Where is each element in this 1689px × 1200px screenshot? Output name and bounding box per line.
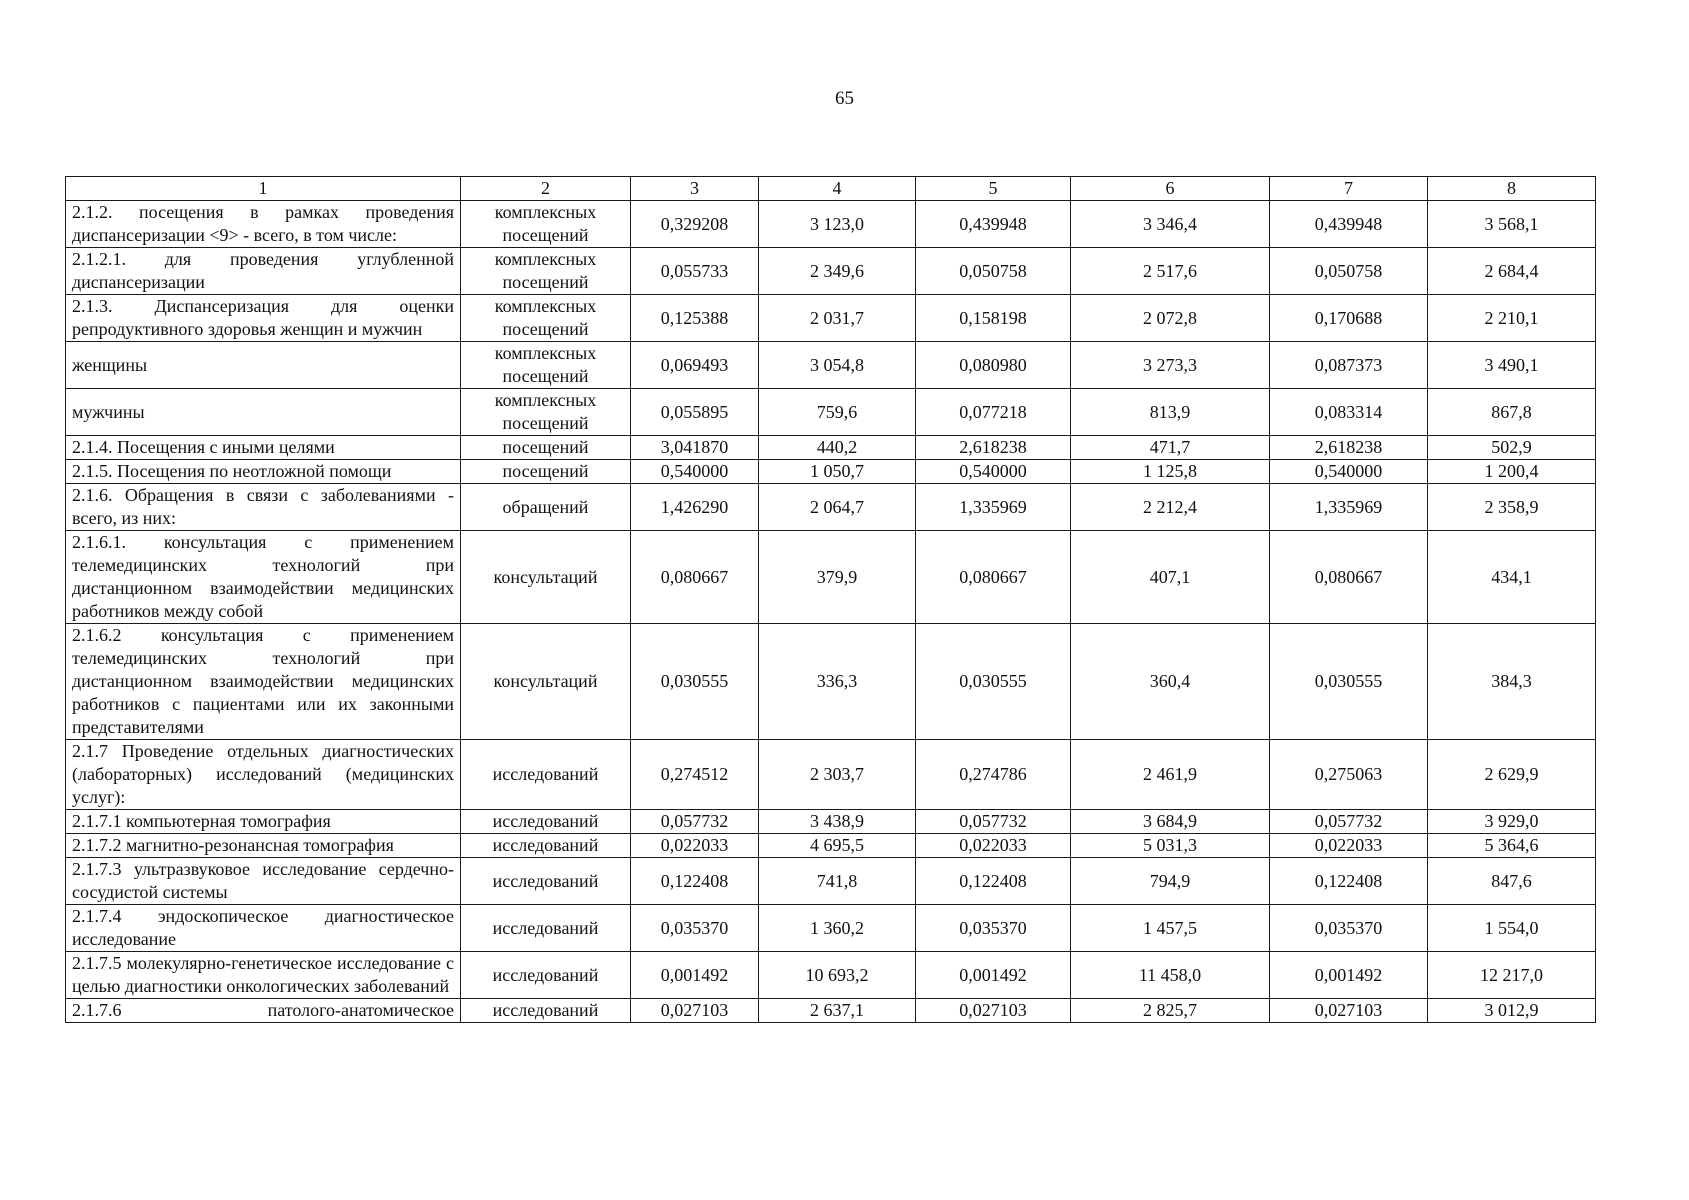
- value-cell: 0,030555: [631, 624, 759, 740]
- value-cell: 502,9: [1428, 436, 1596, 460]
- indicator-name-cell: 2.1.6.2 консультация с применением телемедицинских технологий при дистанционном взаимодействии медицинских работников с пациентами или их законными представителями: [66, 624, 461, 740]
- indicator-name-cell: 2.1.4. Посещения с иными целями: [66, 436, 461, 460]
- unit-cell: консультаций: [461, 624, 631, 740]
- column-header: 7: [1270, 177, 1428, 201]
- value-cell: 2 461,9: [1071, 740, 1270, 810]
- value-cell: 3 012,9: [1428, 999, 1596, 1023]
- unit-cell: исследований: [461, 999, 631, 1023]
- column-header: 8: [1428, 177, 1596, 201]
- value-cell: 3 438,9: [759, 810, 916, 834]
- value-cell: 0,001492: [916, 952, 1071, 999]
- value-cell: 336,3: [759, 624, 916, 740]
- column-header: 4: [759, 177, 916, 201]
- value-cell: 2 825,7: [1071, 999, 1270, 1023]
- indicator-name-cell: женщины: [66, 342, 461, 389]
- table-row: [66, 460, 1596, 484]
- value-cell: 0,158198: [916, 295, 1071, 342]
- value-cell: 0,022033: [631, 834, 759, 858]
- value-cell: 3,041870: [631, 436, 759, 460]
- value-cell: 3 054,8: [759, 342, 916, 389]
- value-cell: 1 200,4: [1428, 460, 1596, 484]
- value-cell: 0,122408: [631, 858, 759, 905]
- unit-cell: исследований: [461, 905, 631, 952]
- value-cell: 0,055733: [631, 248, 759, 295]
- value-cell: 0,540000: [916, 460, 1071, 484]
- value-cell: 12 217,0: [1428, 952, 1596, 999]
- value-cell: 0,001492: [1270, 952, 1428, 999]
- indicator-name-cell: 2.1.7.1 компьютерная томография: [66, 810, 461, 834]
- value-cell: 2 210,1: [1428, 295, 1596, 342]
- value-cell: 0,050758: [1270, 248, 1428, 295]
- value-cell: 0,050758: [916, 248, 1071, 295]
- unit-cell: исследований: [461, 858, 631, 905]
- value-cell: 2 031,7: [759, 295, 916, 342]
- table-row: [66, 624, 1596, 740]
- unit-cell: исследований: [461, 834, 631, 858]
- value-cell: 2 064,7: [759, 484, 916, 531]
- value-cell: 0,057732: [631, 810, 759, 834]
- column-header: 2: [461, 177, 631, 201]
- indicator-name-cell: 2.1.7.5 молекулярно-генетическое исследование с целью диагностики онкологических заболеваний: [66, 952, 461, 999]
- value-cell: 2 637,1: [759, 999, 916, 1023]
- table-row: [66, 295, 1596, 342]
- unit-cell: комплексных посещений: [461, 248, 631, 295]
- value-cell: 813,9: [1071, 389, 1270, 436]
- value-cell: 0,080667: [631, 531, 759, 624]
- table-body: [66, 201, 1596, 1023]
- value-cell: 0,439948: [1270, 201, 1428, 248]
- value-cell: 2 303,7: [759, 740, 916, 810]
- value-cell: 0,275063: [1270, 740, 1428, 810]
- value-cell: 0,122408: [1270, 858, 1428, 905]
- value-cell: 759,6: [759, 389, 916, 436]
- value-cell: 0,083314: [1270, 389, 1428, 436]
- table-row: [66, 810, 1596, 834]
- value-cell: 0,030555: [1270, 624, 1428, 740]
- value-cell: 1 125,8: [1071, 460, 1270, 484]
- indicator-name-cell: 2.1.7.3 ультразвуковое исследование сердечно-сосудистой системы: [66, 858, 461, 905]
- unit-cell: исследований: [461, 740, 631, 810]
- value-cell: 0,001492: [631, 952, 759, 999]
- value-cell: 10 693,2: [759, 952, 916, 999]
- value-cell: 2 349,6: [759, 248, 916, 295]
- indicator-name-cell: 2.1.7.2 магнитно-резонансная томография: [66, 834, 461, 858]
- value-cell: 2 684,4: [1428, 248, 1596, 295]
- table-row: [66, 952, 1596, 999]
- value-cell: 434,1: [1428, 531, 1596, 624]
- value-cell: 2 629,9: [1428, 740, 1596, 810]
- page-number: 65: [835, 88, 854, 109]
- value-cell: 0,035370: [916, 905, 1071, 952]
- indicator-name-cell: 2.1.6.1. консультация с применением телемедицинских технологий при дистанционном взаимодействии медицинских работников между собой: [66, 531, 461, 624]
- value-cell: 2 072,8: [1071, 295, 1270, 342]
- value-cell: 0,540000: [631, 460, 759, 484]
- indicator-name-cell: 2.1.3. Диспансеризация для оценки репродуктивного здоровья женщин и мужчин: [66, 295, 461, 342]
- value-cell: 0,170688: [1270, 295, 1428, 342]
- unit-cell: исследований: [461, 952, 631, 999]
- table-row: [66, 436, 1596, 460]
- unit-cell: посещений: [461, 460, 631, 484]
- table-row: [66, 999, 1596, 1023]
- value-cell: 2,618238: [1270, 436, 1428, 460]
- value-cell: 2,618238: [916, 436, 1071, 460]
- value-cell: 440,2: [759, 436, 916, 460]
- table-row: [66, 201, 1596, 248]
- value-cell: 0,030555: [916, 624, 1071, 740]
- value-cell: 0,077218: [916, 389, 1071, 436]
- indicator-name-cell: 2.1.6. Обращения в связи с заболеваниями - всего, из них:: [66, 484, 461, 531]
- value-cell: 3 929,0: [1428, 810, 1596, 834]
- value-cell: 2 358,9: [1428, 484, 1596, 531]
- table-row: [66, 531, 1596, 624]
- unit-cell: консультаций: [461, 531, 631, 624]
- value-cell: 0,055895: [631, 389, 759, 436]
- value-cell: 0,125388: [631, 295, 759, 342]
- value-cell: 0,122408: [916, 858, 1071, 905]
- value-cell: 384,3: [1428, 624, 1596, 740]
- value-cell: 3 273,3: [1071, 342, 1270, 389]
- value-cell: 1 050,7: [759, 460, 916, 484]
- value-cell: 0,080980: [916, 342, 1071, 389]
- value-cell: 847,6: [1428, 858, 1596, 905]
- value-cell: 0,080667: [1270, 531, 1428, 624]
- value-cell: 3 568,1: [1428, 201, 1596, 248]
- unit-cell: комплексных посещений: [461, 342, 631, 389]
- value-cell: 3 684,9: [1071, 810, 1270, 834]
- value-cell: 0,057732: [916, 810, 1071, 834]
- unit-cell: комплексных посещений: [461, 201, 631, 248]
- value-cell: 0,022033: [1270, 834, 1428, 858]
- value-cell: 4 695,5: [759, 834, 916, 858]
- value-cell: 1 457,5: [1071, 905, 1270, 952]
- table-row: [66, 905, 1596, 952]
- indicator-name-cell: 2.1.7.4 эндоскопическое диагностическое исследование: [66, 905, 461, 952]
- value-cell: 471,7: [1071, 436, 1270, 460]
- table-row: [66, 389, 1596, 436]
- unit-cell: обращений: [461, 484, 631, 531]
- value-cell: 741,8: [759, 858, 916, 905]
- value-cell: 0,439948: [916, 201, 1071, 248]
- value-cell: 0,027103: [631, 999, 759, 1023]
- value-cell: 0,087373: [1270, 342, 1428, 389]
- column-header: 3: [631, 177, 759, 201]
- column-number-row: [66, 177, 1596, 201]
- indicator-name-cell: 2.1.2.1. для проведения углубленной диспансеризации: [66, 248, 461, 295]
- value-cell: 0,035370: [631, 905, 759, 952]
- value-cell: 1 554,0: [1428, 905, 1596, 952]
- value-cell: 0,274512: [631, 740, 759, 810]
- value-cell: 794,9: [1071, 858, 1270, 905]
- table-row: [66, 248, 1596, 295]
- value-cell: 1,426290: [631, 484, 759, 531]
- value-cell: 0,274786: [916, 740, 1071, 810]
- value-cell: 1 360,2: [759, 905, 916, 952]
- table-row: [66, 834, 1596, 858]
- column-header: 6: [1071, 177, 1270, 201]
- table-row: [66, 858, 1596, 905]
- unit-cell: комплексных посещений: [461, 295, 631, 342]
- value-cell: 0,027103: [1270, 999, 1428, 1023]
- value-cell: 5 031,3: [1071, 834, 1270, 858]
- unit-cell: исследований: [461, 810, 631, 834]
- value-cell: 3 490,1: [1428, 342, 1596, 389]
- value-cell: 2 212,4: [1071, 484, 1270, 531]
- value-cell: 2 517,6: [1071, 248, 1270, 295]
- indicator-name-cell: 2.1.2. посещения в рамках проведения диспансеризации <9> - всего, в том числе:: [66, 201, 461, 248]
- value-cell: 3 123,0: [759, 201, 916, 248]
- value-cell: 0,540000: [1270, 460, 1428, 484]
- value-cell: 1,335969: [1270, 484, 1428, 531]
- column-header: 5: [916, 177, 1071, 201]
- table-row: [66, 740, 1596, 810]
- value-cell: 0,329208: [631, 201, 759, 248]
- value-cell: 0,027103: [916, 999, 1071, 1023]
- data-table: [65, 176, 1596, 1023]
- unit-cell: комплексных посещений: [461, 389, 631, 436]
- value-cell: 360,4: [1071, 624, 1270, 740]
- value-cell: 0,080667: [916, 531, 1071, 624]
- value-cell: 407,1: [1071, 531, 1270, 624]
- indicator-name-cell: мужчины: [66, 389, 461, 436]
- column-header: 1: [66, 177, 461, 201]
- indicator-name-cell: 2.1.5. Посещения по неотложной помощи: [66, 460, 461, 484]
- indicator-name-cell: 2.1.7 Проведение отдельных диагностических (лабораторных) исследований (медицинских услуг):: [66, 740, 461, 810]
- unit-cell: посещений: [461, 436, 631, 460]
- value-cell: 0,057732: [1270, 810, 1428, 834]
- value-cell: 379,9: [759, 531, 916, 624]
- indicator-name-cell: 2.1.7.6 патолого-анатомическое: [66, 999, 461, 1023]
- table-row: [66, 342, 1596, 389]
- value-cell: 5 364,6: [1428, 834, 1596, 858]
- value-cell: 0,069493: [631, 342, 759, 389]
- table-row: [66, 484, 1596, 531]
- value-cell: 1,335969: [916, 484, 1071, 531]
- value-cell: 3 346,4: [1071, 201, 1270, 248]
- value-cell: 11 458,0: [1071, 952, 1270, 999]
- value-cell: 0,035370: [1270, 905, 1428, 952]
- value-cell: 0,022033: [916, 834, 1071, 858]
- value-cell: 867,8: [1428, 389, 1596, 436]
